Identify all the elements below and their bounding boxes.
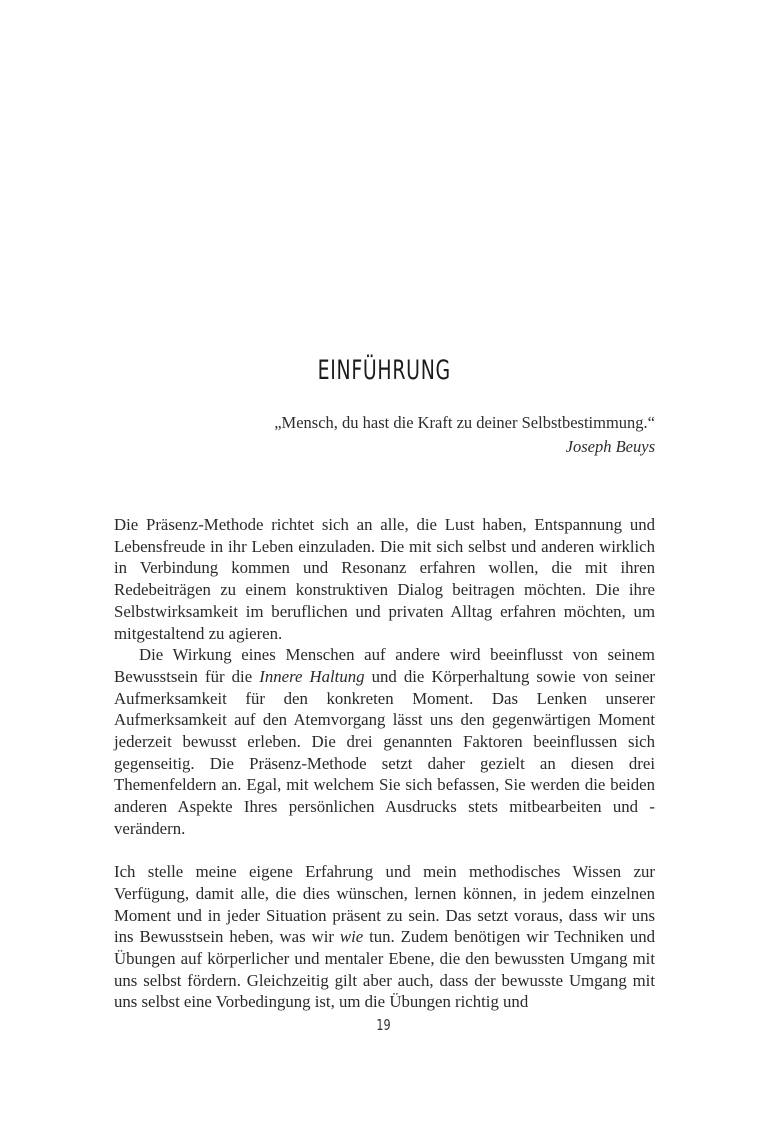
text-segment: und die Körperhaltung sowie von seiner Aufmerksamkeit für den konkreten Moment. Das Lenken unserer Aufmerksamkeit auf den Atemvorgang lässt uns den gegenwärtigen Moment jederzeit bewusst erleben. Die drei genannten Faktoren beeinflussen sich gegenseitig. Die Präsenz-Methode setzt daher gezielt an diesen drei Themenfeldern an. Egal, mit welchem Sie sich befassen, Sie werden die beiden anderen Aspekte Ihres persönlichen Ausdrucks stets mitbearbeiten und -verändern. [114, 666, 655, 838]
epigraph [114, 411, 655, 459]
paragraph [114, 861, 655, 1013]
chapter-title [114, 355, 655, 386]
text-segment: Die Wirkung eines Menschen auf andere wird beeinflusst von seinem Bewusstsein für die [114, 645, 655, 686]
paragraph [114, 644, 655, 839]
italic-phrase: wie [339, 927, 364, 947]
text-segment: tun. Zudem benötigen wir Techniken und Übungen auf körperlicher und mentaler Ebene, die den bewussten Umgang mit uns selbst fördern. Gleichzeitig gilt aber auch, dass der bewusste Umgang mit uns selbst eine Vorbedingung ist, um die Übungen richtig und [114, 927, 655, 1012]
body-paragraphs [114, 514, 655, 1013]
text-segment: Die Präsenz-Methode richtet sich an alle, die Lust haben, Entspannung und Lebensfreude in ihr Leben einzuladen. Die mit sich selbst und anderen wirklich in Verbindung kommen und Resonanz erfahren wollen, die mit ihren Redebeiträgen zu einem konstruktiven Dialog beitragen möchten. Die ihre Selbstwirksamkeit im beruflichen und privaten Alltag erfahren möchten, um mitgestaltend zu agieren. [114, 515, 655, 643]
text-segment: Ich stelle meine eigene Erfahrung und mein methodisches Wissen zur Verfügung, damit alle, die dies wünschen, lernen können, in jedem einzelnen Moment und in jeder Situation präsent zu sein. Das setzt voraus, dass wir uns ins Bewusstsein heben, was wir [114, 862, 655, 947]
italic-phrase: Innere Haltung [259, 666, 365, 686]
page-number-text: 19 [376, 1016, 392, 1034]
epigraph-attribution: Joseph Beuys [565, 437, 655, 456]
page-number [0, 1016, 768, 1035]
epigraph-quote: „Mensch, du hast die Kraft zu deiner Selbstbestimmung.“ [274, 413, 655, 432]
paragraph [114, 514, 655, 644]
chapter-title-text: EINFÜHRUNG [317, 355, 452, 386]
text-column [114, 0, 655, 1013]
